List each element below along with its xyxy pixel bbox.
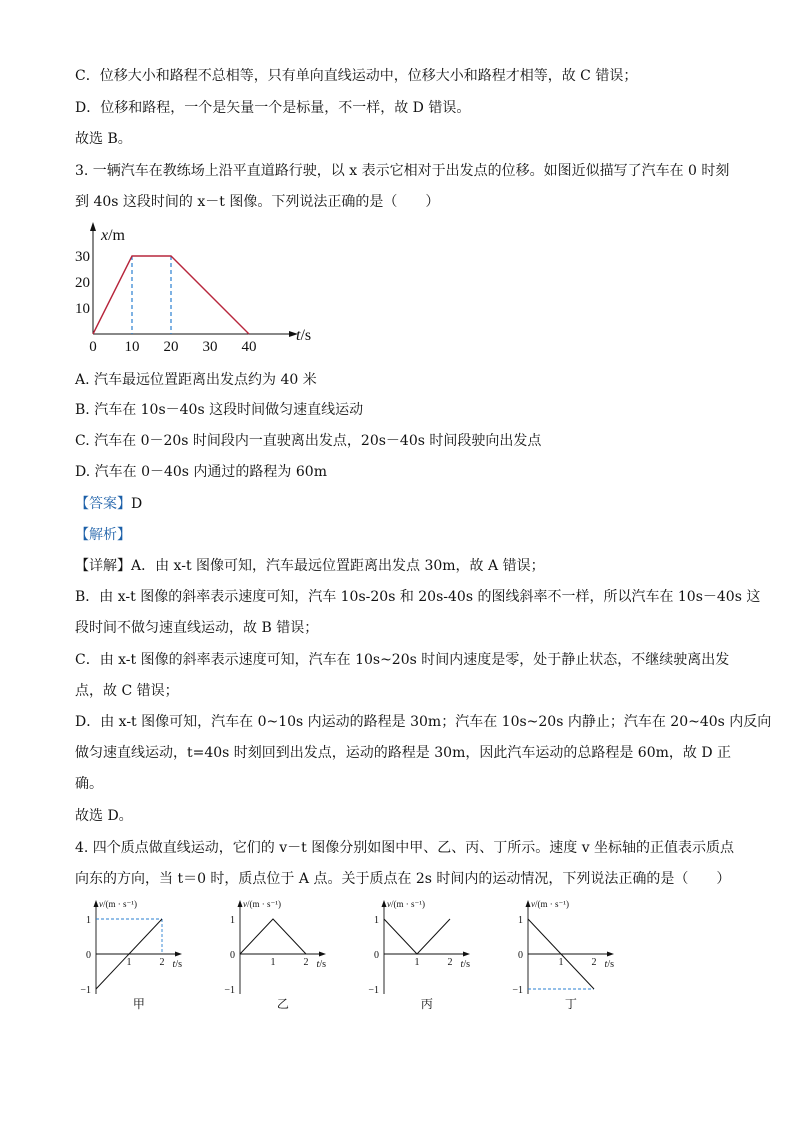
x-axis-arrow	[607, 952, 614, 957]
detail-line-1	[75, 556, 545, 576]
y-axis-label: x/m	[101, 227, 125, 244]
xt-graph	[70, 218, 330, 358]
graph-title: 丙	[420, 997, 433, 1011]
y-tick-label: −1	[80, 985, 91, 996]
x-tick-label: 1	[558, 957, 564, 968]
y-tick-label: −1	[224, 985, 235, 996]
option-d: D. 汽车在 0－40s 内通过的路程为 60m	[75, 464, 327, 480]
analysis-tag	[75, 525, 131, 545]
y-tick-label: 0	[86, 950, 91, 961]
x-tick-label: 40	[241, 339, 257, 355]
data-line	[240, 919, 306, 954]
y-axis-arrow	[382, 900, 387, 907]
x-tick-label: 1	[126, 957, 132, 968]
question-4-line-2: 向东的方向，当 t＝0 时，质点位于 A 点。关于质点在 2s 时间内的运动情况，下列说法正确的是（ ）	[75, 871, 731, 887]
y-axis-arrow	[238, 900, 243, 907]
detail-line-6: D．由 x-t 图像可知，汽车在 0~10s 内运动的路程是 30m；汽车在 10s~20s 内静止；汽车在 20~40s 内反向	[75, 714, 772, 730]
y-axis-arrow	[526, 900, 531, 907]
x-axis-label: t/s	[172, 959, 182, 970]
detail-line-5: 点，故 C 错误；	[75, 683, 179, 699]
data-line	[384, 919, 450, 954]
y-axis-label: v/(m · s⁻¹)	[99, 899, 137, 909]
detail-text: A．由 x-t 图像可知，汽车最远位置距离出发点 30m，故 A 错误；	[131, 558, 545, 574]
x-axis-arrow	[319, 952, 326, 957]
graph-title: 乙	[276, 997, 289, 1011]
answer-value: D	[131, 496, 143, 512]
question-3-line-2: 到 40s 这段时间的 x－t 图像。下列说法正确的是（ ）	[75, 194, 440, 210]
text-line: D．位移和路程，一个是矢量一个是标量，不一样，故 D 错误。	[75, 100, 471, 116]
detail-line-3: 段时间不做匀速直线运动，故 B 错误；	[75, 620, 319, 636]
x-tick-label: 0	[89, 339, 97, 355]
x-tick-label: 30	[202, 339, 218, 355]
detail-line-8: 确。	[75, 776, 103, 792]
y-axis-label: v/(m · s⁻¹)	[243, 899, 281, 909]
y-tick-label: 1	[374, 915, 379, 926]
x-tick-label: 20	[163, 339, 179, 355]
x-tick-label: 1	[414, 957, 420, 968]
y-tick-label: 0	[518, 950, 523, 961]
option-b: B. 汽车在 10s－40s 这段时间做匀速直线运动	[75, 402, 364, 418]
x-tick-label: 2	[159, 957, 165, 968]
y-tick-label: 1	[230, 915, 235, 926]
x-tick-label: 2	[591, 957, 597, 968]
y-axis-arrow	[94, 900, 99, 907]
graph-title: 甲	[132, 997, 145, 1011]
detail-tag: 【详解】	[75, 558, 131, 574]
y-tick-label: 0	[374, 950, 379, 961]
detail-line-7: 做匀速直线运动，t=40s 时刻回到出发点，运动的路程是 30m，因此汽车运动的总路程是 60m，故 D 正	[75, 745, 732, 761]
y-tick-label: 0	[230, 950, 235, 961]
y-axis-label: v/(m · s⁻¹)	[531, 899, 569, 909]
vt-graph-ding	[510, 895, 630, 1015]
vt-graph-jia	[78, 895, 198, 1015]
x-tick-label: 10	[124, 339, 140, 355]
y-tick-label: 20	[75, 275, 90, 291]
answer-tag: 【答案】	[75, 496, 131, 512]
x-axis-label: t/s	[296, 327, 312, 344]
text-line: C．位移大小和路程不总相等，只有单向直线运动中，位移大小和路程才相等，故 C 错误；	[75, 68, 638, 84]
x-tick-label: 1	[270, 957, 276, 968]
y-tick-label: −1	[368, 985, 379, 996]
x-axis-label: t/s	[604, 959, 614, 970]
answer-line	[75, 494, 142, 514]
x-tick-label: 2	[447, 957, 453, 968]
y-tick-label: 1	[518, 915, 523, 926]
y-tick-label: −1	[512, 985, 523, 996]
x-axis-arrow	[175, 952, 182, 957]
y-tick-label: 1	[86, 915, 91, 926]
question-4-line-1: 4. 四个质点做直线运动，它们的 v－t 图像分别如图中甲、乙、丙、丁所示。速度 v 坐标轴的正值表示质点	[75, 840, 735, 856]
x-axis-label: t/s	[316, 959, 326, 970]
option-c: C. 汽车在 0－20s 时间段内一直驶离出发点，20s－40s 时间段驶向出发点	[75, 433, 542, 449]
detail-line-4: C．由 x-t 图像的斜率表示速度可知，汽车在 10s~20s 时间内速度是零，处于静止状态，不继续驶离出发	[75, 652, 730, 668]
x-axis-arrow	[463, 952, 470, 957]
y-tick-label: 10	[75, 301, 90, 317]
y-axis-label: v/(m · s⁻¹)	[387, 899, 425, 909]
y-tick-label: 30	[75, 249, 90, 265]
x-tick-label: 2	[303, 957, 309, 968]
analysis-label: 【解析】	[75, 527, 131, 543]
text-line: 故选 B。	[75, 131, 132, 147]
vt-graph-bing	[366, 895, 486, 1015]
selection-line: 故选 D。	[75, 808, 133, 824]
x-axis-label: t/s	[460, 959, 470, 970]
y-axis-arrow	[90, 222, 96, 231]
question-3-line-1: 3. 一辆汽车在教练场上沿平直道路行驶，以 x 表示它相对于出发点的位移。如图近似描写了汽车在 0 时刻	[75, 163, 730, 179]
detail-line-2: B．由 x-t 图像的斜率表示速度可知，汽车 10s-20s 和 20s-40s 的图线斜率不一样，所以汽车在 10s－40s 这	[75, 589, 761, 605]
option-a: A. 汽车最远位置距离出发点约为 40 米	[75, 372, 317, 388]
graph-title: 丁	[564, 997, 577, 1011]
vt-graph-yi	[222, 895, 342, 1015]
